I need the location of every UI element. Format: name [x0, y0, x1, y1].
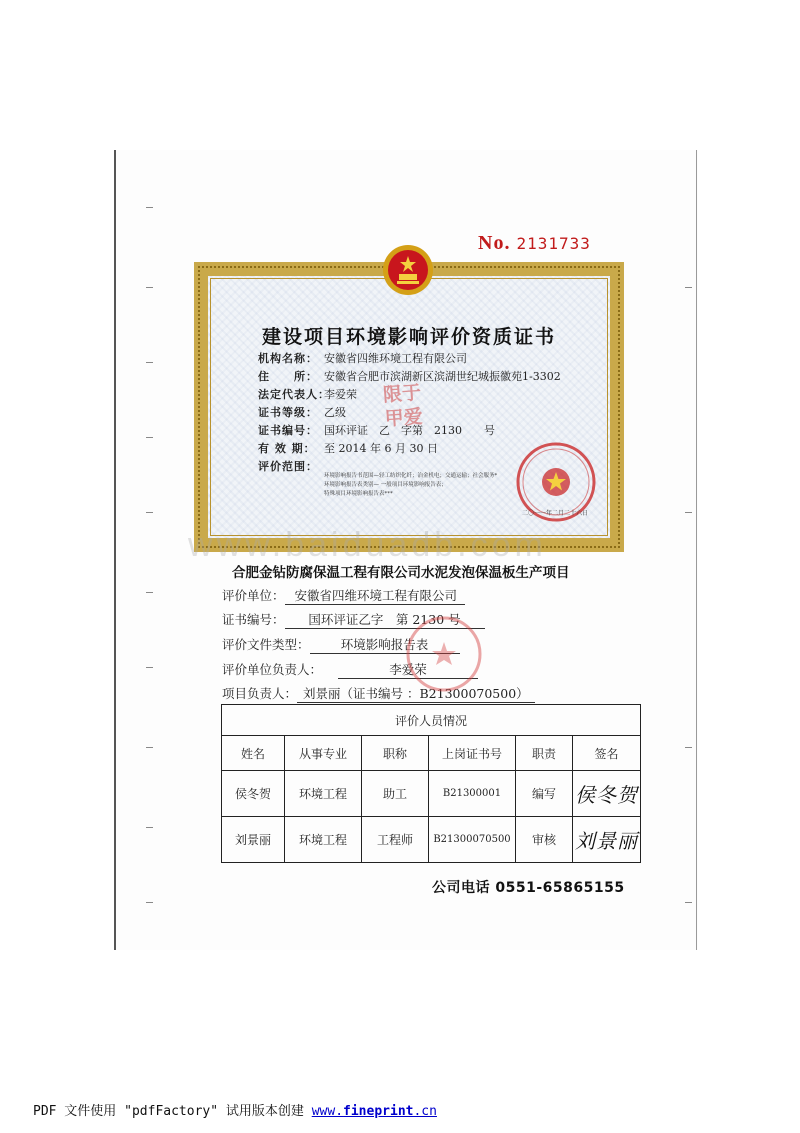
- field-label: 有 效 期：: [258, 442, 316, 455]
- field-label: 法定代表人：: [258, 388, 330, 401]
- margin-tick: [685, 512, 692, 513]
- field-label: 证书编号：: [258, 424, 318, 437]
- column-header: 签名: [573, 736, 641, 771]
- field-value: 至 2014 年 6 月 30 日: [324, 442, 438, 455]
- column-header: 姓名: [222, 736, 285, 771]
- margin-tick: [146, 592, 153, 593]
- scope-line: 特殊项目环境影响报告表***: [324, 491, 393, 497]
- cell-major: 环境工程: [285, 817, 362, 863]
- issue-date: 二〇一一年二月二十六日: [522, 510, 589, 517]
- certificate-number-label: No.: [478, 232, 511, 254]
- link-bold: fineprint: [343, 1104, 414, 1119]
- column-header: 从事专业: [285, 736, 362, 771]
- margin-tick: [146, 512, 153, 513]
- scope-line: 环境影响报告书范围—轻工纺织化纤；冶金机电；交通运输；社会服务*: [324, 473, 498, 479]
- table-caption: 评价人员情况: [222, 705, 641, 736]
- margin-tick: [146, 437, 153, 438]
- row-value: 国环评证乙字 第 2130 号: [285, 610, 485, 629]
- margin-tick: [685, 747, 692, 748]
- column-header: 职责: [516, 736, 573, 771]
- field-value: 李爱荣: [324, 388, 357, 401]
- margin-tick: [146, 902, 153, 903]
- staff-table: [221, 704, 641, 863]
- watermark-text: www.baiduadb.com: [188, 526, 547, 564]
- row-value: 安徽省四维环境工程有限公司: [285, 586, 465, 605]
- row-label: 评价单位：: [222, 588, 285, 603]
- field-value: 安徽省四维环境工程有限公司: [324, 352, 467, 365]
- table-header-row: [222, 736, 641, 771]
- field-label: 证书等级：: [258, 406, 318, 419]
- national-emblem-icon: [382, 244, 434, 296]
- field-cert-number: [258, 424, 495, 438]
- margin-tick: [685, 902, 692, 903]
- scope-line: 环境影响报告表类别— 一般项目环境影响报告表；: [324, 482, 447, 488]
- scope-text: [324, 472, 524, 499]
- field-address: [258, 370, 561, 384]
- table-row: [222, 817, 641, 863]
- field-validity: [258, 442, 438, 456]
- field-value: 乙级: [324, 406, 346, 419]
- cell-duty: 编写: [516, 771, 573, 817]
- page-left-edge: [114, 150, 116, 950]
- row-evaluation-unit: [222, 586, 465, 605]
- row-value: 刘景丽（证书编号 ：B21300070500）: [297, 684, 535, 703]
- company-phone: 公司电话 0551-65865155: [432, 880, 625, 896]
- cell-title: 助工: [362, 771, 429, 817]
- row-value: 环境影响报告表: [310, 635, 460, 654]
- company-seal-icon: [404, 614, 484, 694]
- field-value: 安徽省合肥市滨湖新区滨湖世纪城振徽苑1-3302: [324, 370, 561, 383]
- row-value: 李爱荣: [338, 660, 478, 679]
- field-label: 评价范围：: [258, 460, 318, 473]
- margin-tick: [146, 827, 153, 828]
- column-header: 职称: [362, 736, 429, 771]
- margin-tick: [146, 667, 153, 668]
- field-legal-rep: [258, 388, 357, 402]
- cell-name: 侯冬贺: [222, 771, 285, 817]
- cell-cert: B21300070500: [429, 817, 516, 863]
- margin-tick: [146, 747, 153, 748]
- row-label: 证书编号：: [222, 612, 285, 627]
- project-title: 合肥金钻防腐保温工程有限公司水泥发泡保温板生产项目: [232, 565, 570, 581]
- page-right-edge: [696, 150, 697, 950]
- cell-major: 环境工程: [285, 771, 362, 817]
- cell-name: 刘景丽: [222, 817, 285, 863]
- field-label: 机构名称：: [258, 352, 318, 365]
- column-header: 上岗证书号: [429, 736, 516, 771]
- cell-signature: 刘景丽: [573, 817, 641, 863]
- certificate-number-value: 2131733: [516, 234, 591, 253]
- margin-tick: [685, 287, 692, 288]
- pdf-footer: [33, 1100, 437, 1119]
- footer-text: PDF 文件使用 "pdfFactory" 试用版本创建: [33, 1104, 312, 1119]
- field-value: 国环评证 乙 字第 2130 号: [324, 424, 495, 437]
- field-organization: [258, 352, 467, 366]
- link-suffix: .cn: [413, 1104, 437, 1119]
- margin-tick: [146, 362, 153, 363]
- field-scope: [258, 460, 324, 474]
- row-label: 评价文件类型：: [222, 637, 310, 652]
- cell-duty: 审核: [516, 817, 573, 863]
- link-prefix: www.: [311, 1104, 344, 1119]
- red-stamp-text: 限于 甲爱: [382, 381, 424, 431]
- row-project-lead: [222, 684, 535, 703]
- field-label: 住 所：: [258, 370, 318, 383]
- certificate-number: [478, 232, 591, 255]
- table-row: [222, 771, 641, 817]
- fineprint-link[interactable]: [312, 1104, 437, 1119]
- cell-title: 工程师: [362, 817, 429, 863]
- cell-cert: B21300001: [429, 771, 516, 817]
- margin-tick: [146, 207, 153, 208]
- field-grade: [258, 406, 346, 420]
- certificate-title: 建设项目环境影响评价资质证书: [261, 326, 556, 348]
- row-label: 评价单位负责人：: [222, 662, 323, 677]
- cell-signature: 侯冬贺: [573, 771, 641, 817]
- qualification-certificate: [194, 262, 624, 552]
- margin-tick: [146, 287, 153, 288]
- row-label: 项目负责人：: [222, 686, 298, 701]
